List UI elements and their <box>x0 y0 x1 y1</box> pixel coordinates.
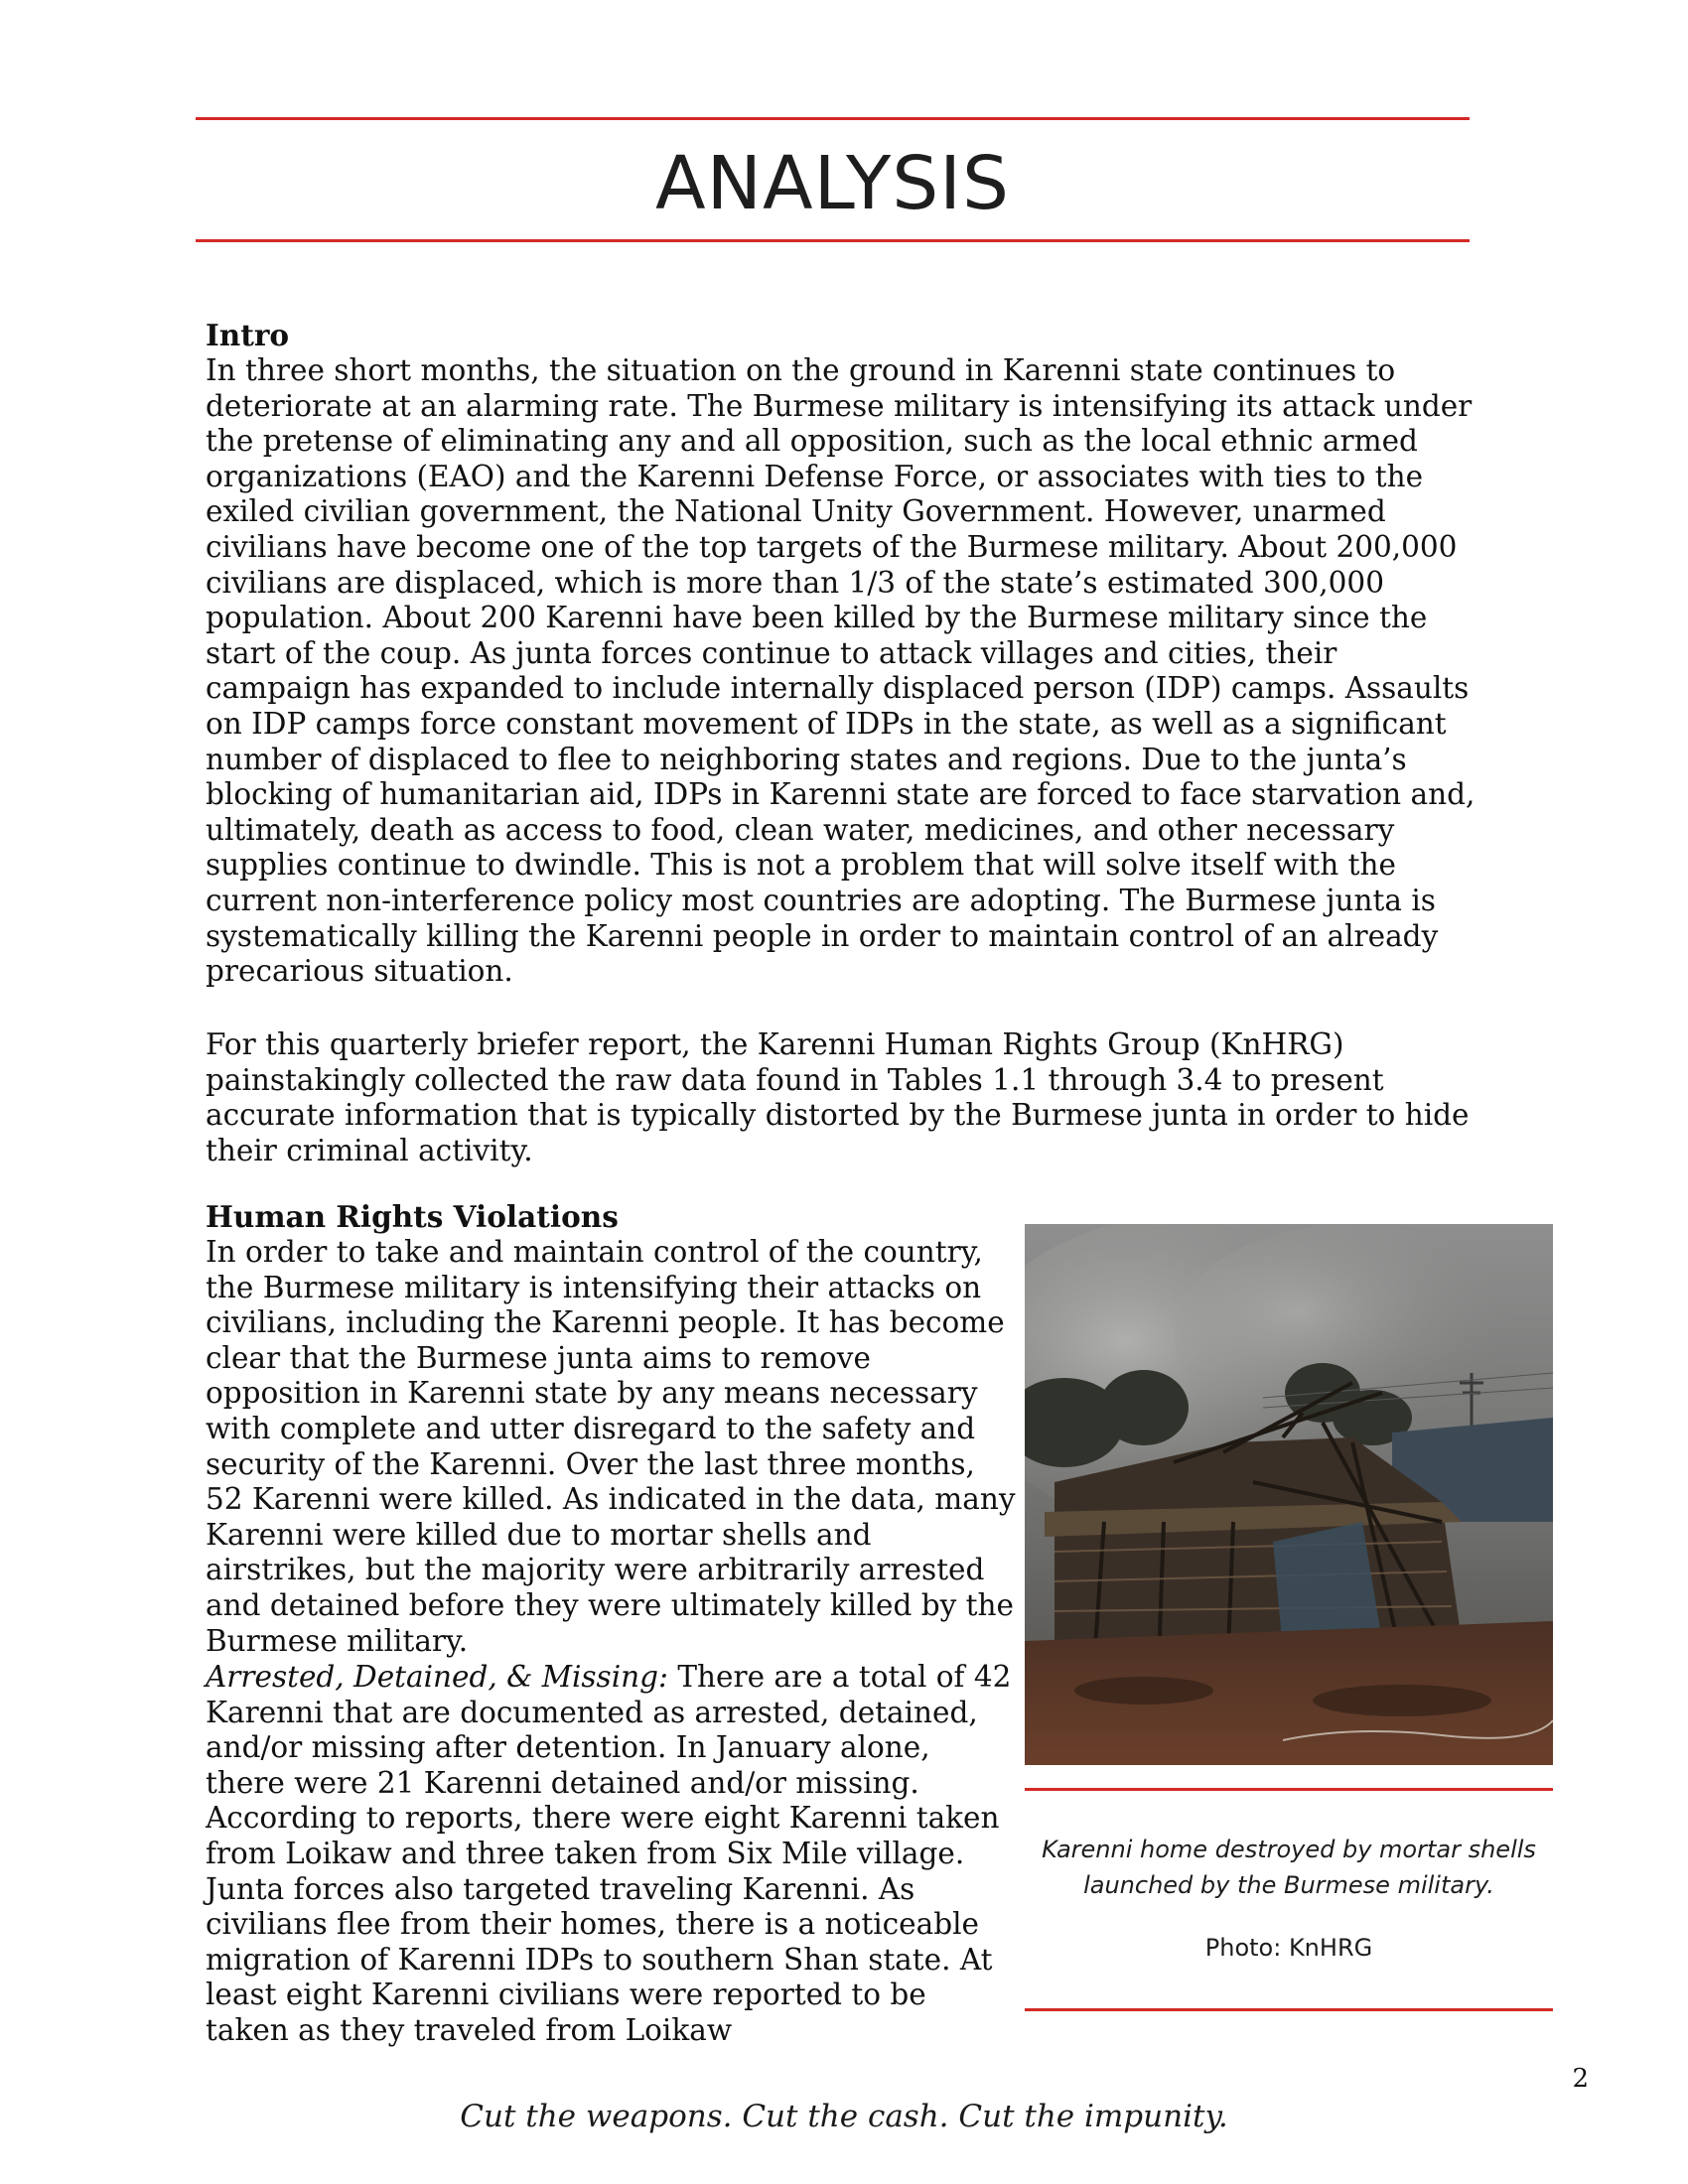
page-title: ANALYSIS <box>655 141 1010 226</box>
intro-paragraph-2: For this quarterly briefer report, the Karenni Human Rights Group (KnHRG) painstakingly collected the raw data found in Tables 1.1 through 3.4 to present accurate information that is typically distorted by the Burmese junta in order to hide their criminal activity. <box>206 1027 1470 1167</box>
arrested-detained-missing-text: There are a total of 42 Karenni that are documented as arrested, detained, and/or missing after detention. In January alone, there were 21 Karenni detained and/or missing. According to reports, there were eight Karenni taken from Loikaw and three taken from Six Mile village. Junta forces also targeted traveling Karenni. As civilians flee from their homes, there is a noticeable migration of Karenni IDPs to southern Shan state. At least eight Karenni civilians were reported to be taken as they traveled from Loikaw <box>206 1660 1012 2047</box>
photo-caption-top-rule <box>1025 1788 1553 1791</box>
arrested-detained-missing-paragraph <box>206 1660 1018 2049</box>
intro-paragraph-1: In three short months, the situation on the ground in Karenni state continues to deteriorate at an alarming rate. The Burmese military is intensifying its attack under the pretense of eliminating any and all opposition, such as the local ethnic armed organizations (EAO) and the Karenni Defense Force, or associates with ties to the exiled civilian government, the National Unity Government. However, unarmed civilians have become one of the top targets of the Burmese military. About 200,000 civilians are displaced, which is more than 1/3 of the state’s estimated 300,000 population. About 200 Karenni have been killed by the Burmese military since the start of the coup. As junta forces continue to attack villages and cities, their campaign has expanded to include internally displaced person (IDP) camps. Assaults on IDP camps force constant movement of IDPs in the state, as well as a significant number of displaced to flee to neighboring states and regions. Due to the junta’s blocking of humanitarian aid, IDPs in Karenni state are forced to face starvation and, ultimately, death as access to food, clean water, medicines, and other necessary supplies continue to dwindle. This is not a problem that will solve itself with the current non-interference policy most countries are adopting. The Burmese junta is systematically killing the Karenni people in order to maintain control of an already precarious situation. <box>206 353 1476 989</box>
destroyed-home-photo <box>1025 1224 1553 1765</box>
photo-credit: Photo: KnHRG <box>1204 1934 1373 1962</box>
page-number: 2 <box>1572 2064 1589 2094</box>
human-rights-violations-paragraph-1: In order to take and maintain control of the country, the Burmese military is intensifying their attacks on civilians, including the Karenni people. It has become clear that the Burmese junta aims to remove opposition in Karenni state by any means necessary with complete and utter disregard to the safety and security of the Karenni. Over the last three months, 52 Karenni were killed. As indicated in the data, many Karenni were killed due to mortar shells and airstrikes, but the majority were arbitrarily arrested and detained before they were ultimately killed by the Burmese military. <box>206 1235 1016 1658</box>
arrested-detained-missing-lead: Arrested, Detained, & Missing: <box>206 1660 668 1694</box>
intro-heading: Intro <box>206 318 290 352</box>
human-rights-violations-heading: Human Rights Violations <box>206 1199 619 1234</box>
photo-caption: Karenni home destroyed by mortar shells launched by the Burmese military. <box>1042 1836 1536 1899</box>
photo-caption-bottom-rule <box>1025 2008 1553 2011</box>
header-top-rule <box>196 117 1470 120</box>
destroyed-home-illustration <box>1025 1224 1553 1765</box>
header-bottom-rule <box>196 239 1470 242</box>
footer-slogan: Cut the weapons. Cut the cash. Cut the impunity. <box>460 2099 1228 2134</box>
